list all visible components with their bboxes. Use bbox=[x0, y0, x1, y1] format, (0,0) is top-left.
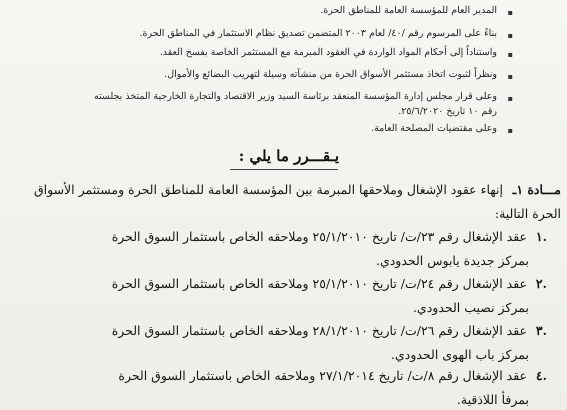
item-3-line2: بمركز باب الهوى الحدودي. bbox=[391, 347, 529, 362]
preamble-line-2: بناءً على المرسوم رقم /٤٠/ لعام ٢٠٠٣ المتضمن تصديق نظام الاستثمار في المناطق الحرة. bbox=[139, 28, 497, 39]
preamble-line-1: المدير العام للمؤسسة العامة للمناطق الحرة. bbox=[320, 5, 497, 16]
heading-underline bbox=[230, 169, 338, 170]
preamble-line-3: واستناداً إلى أحكام المواد الواردة في العقود المبرمة مع المستثمر الخاصة بفسخ العقد. bbox=[159, 47, 497, 58]
preamble-line-6: رقم ١٠ تاريخ ٢٥/٦/٢٠٢٠. bbox=[398, 106, 497, 117]
bullet-icon: ▪ bbox=[507, 126, 513, 135]
item-4-line2: بمرفأ اللاذقية. bbox=[456, 392, 529, 407]
item-3-number: ٣. bbox=[535, 323, 547, 338]
item-1-number: ١. bbox=[535, 229, 547, 244]
bullet-icon: ▪ bbox=[507, 50, 513, 59]
item-1-line2: بمركز جديدة يابوس الحدودي. bbox=[375, 253, 529, 268]
item-4-number: ٤. bbox=[535, 368, 547, 383]
article-1-text-line1: إنهاء عقود الإشغال وملاحقها المبرمة بين المؤسسة العامة للمناطق الحرة ومستثمر الأسواق bbox=[33, 182, 503, 197]
decision-heading: يـقـــرر ما يلي : bbox=[238, 147, 339, 165]
item-2-number: ٢. bbox=[535, 276, 547, 291]
preamble-line-7: وعلى مقتضيات المصلحة العامة. bbox=[371, 123, 497, 134]
item-3-line1: عقد الإشغال رقم ٢٦/ت/ تاريخ ٢٨/١/٢٠١٠ وملاحقه الخاص باستثمار السوق الحرة bbox=[111, 323, 527, 338]
bullet-icon: ▪ bbox=[507, 8, 513, 17]
bullet-icon: ▪ bbox=[507, 72, 513, 81]
item-4-line1: عقد الإشغال رقم ٨/ت/ تاريخ ٢٧/١/٢٠١٤ وملاحقه الخاص باستثمار السوق الحرة bbox=[118, 368, 527, 383]
preamble-line-4: ونظراً لثبوت اتخاذ مستثمر الأسواق الحرة من منشآته وسيلة لتهريب البضائع والأموال. bbox=[164, 69, 497, 80]
item-2-line1: عقد الإشغال رقم ٢٤/ت/ تاريخ ٢٥/١/٢٠١٠ وملاحقه الخاص باستثمار السوق الحرة bbox=[111, 276, 527, 291]
item-1-line1: عقد الإشغال رقم ٢٣/ت/ تاريخ ٢٥/١/٢٠١٠ وملاحقه الخاص باستثمار السوق الحرة bbox=[111, 229, 527, 244]
bullet-icon: ▪ bbox=[507, 31, 513, 40]
article-1-number: مـــادة ١ـ bbox=[512, 182, 561, 197]
article-1-text-line2: الحرة التالية: bbox=[494, 206, 561, 221]
bullet-icon: ▪ bbox=[507, 94, 513, 103]
preamble-line-5: وعلى قرار مجلس إدارة المؤسسة المنعقد برئاسة السيد وزير الاقتصاد والتجارة الخارجية المتخذ بجلسته bbox=[93, 91, 497, 102]
item-2-line2: بمركز نصيب الحدودي. bbox=[412, 300, 529, 315]
article-1-label bbox=[513, 182, 561, 197]
